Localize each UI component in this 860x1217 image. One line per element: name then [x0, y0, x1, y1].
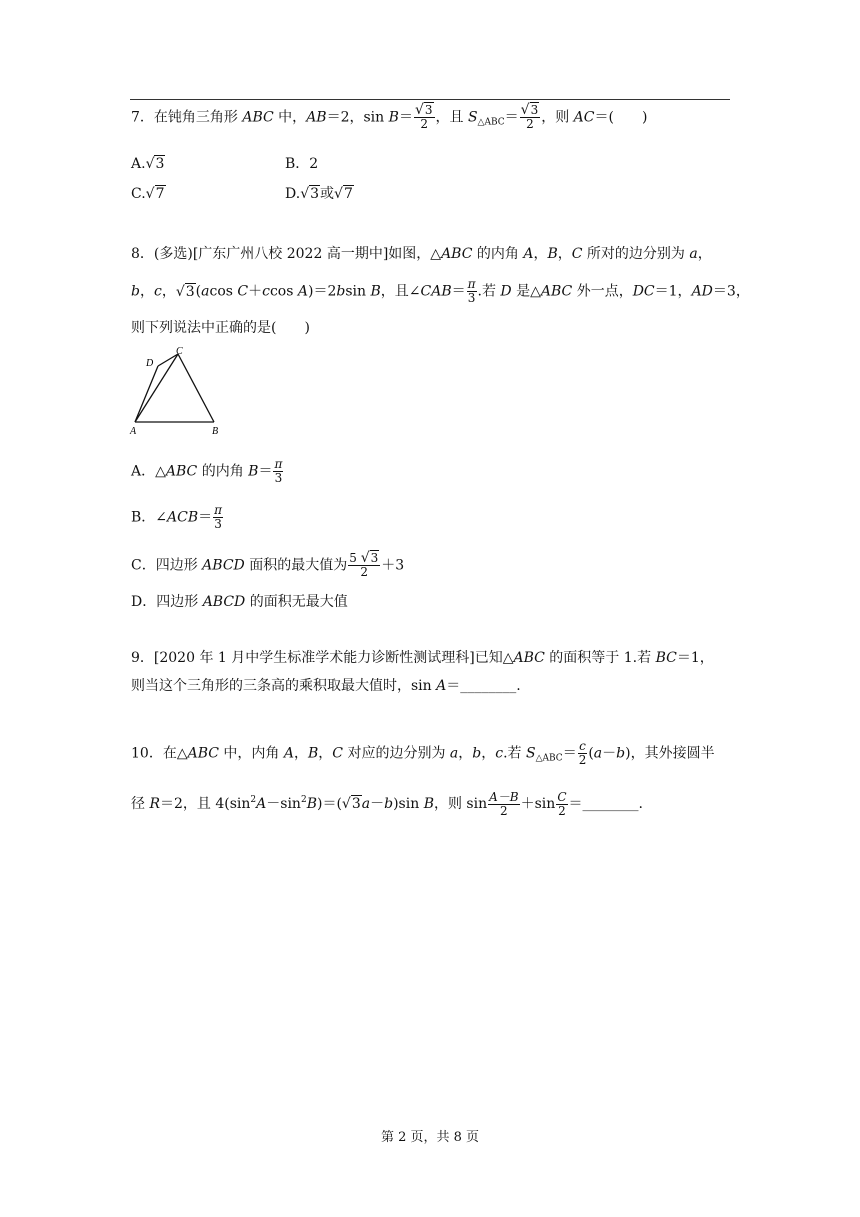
q7-option-a: A.√3 [131, 156, 165, 172]
current-page: 2 [398, 1130, 407, 1145]
q7-option-c: C.√7 [131, 186, 165, 202]
fraction: $\frac{\pi}{3}$ [214, 503, 223, 531]
label-d: D [146, 358, 154, 369]
fraction: $\frac{A-B}{2}$ [489, 789, 519, 818]
q7-stem: 7．在钝角三角形 ABC 中，AB＝2，sin B＝ $\frac{√3}{2}$ ，且 $S_{\triangle ABC}=$ $\frac{√3}{2}$ ，则 AC＝( ) [131, 102, 648, 131]
q8-option-d: D．四边形 ABCD 的面积无最大值 [131, 594, 348, 610]
q8-figure [128, 344, 228, 439]
fraction: $\frac{\pi}{3}$ [467, 277, 476, 305]
edge-ac [135, 354, 178, 422]
label-a: A [130, 426, 137, 437]
fraction: $\frac{√3}{2}$ [414, 102, 433, 131]
q10-stem-line2: 径 R＝2，且 $4(\sin^2A-\sin^2B)=(√3a-b)\sin$ B，则 sin $\frac{A-B}{2}$ ＋sin $\frac{C}{2}$ ＝________. [131, 789, 643, 818]
q8-option-b: B．∠ACB＝ $\frac{\pi}{3}$ [131, 503, 223, 531]
q8-stem-line2: b，c，√3(acos C＋ccos A)＝2bsin B，且∠CAB＝ $\frac{\pi}{3}$ .若 D 是△ABC 外一点，DC＝1，AD＝3， [131, 277, 750, 305]
q8-option-c: C．四边形 ABCD 面积的最大值为 $\frac{5 √3}{2}$ ＋3 [131, 550, 405, 579]
q8-stem-line3: 则下列说法中正确的是( ) [131, 320, 310, 336]
q9-stem-line1: 9．[2020 年 1 月中学生标准学术能力诊断性测试理科]已知△ABC 的面积等于 1.若 BC＝1， [131, 650, 714, 666]
q10-stem-line1: 10．在△ABC 中，内角 A，B，C 对应的边分别为 a，b，c.若 $S_{\triangle ABC}=$ $\frac{c}{2}$ (a－b)，其外接圆半 [131, 739, 715, 767]
header-rule [130, 99, 730, 100]
fraction: $\frac{c}{2}$ [578, 739, 587, 767]
fraction: $\frac{\pi}{3}$ [274, 457, 283, 485]
q7-option-d: D.√3或√7 [285, 186, 353, 202]
q8-option-a: A．△ABC 的内角 B＝ $\frac{\pi}{3}$ [131, 457, 283, 485]
edge-ad [135, 366, 158, 422]
label-c: C [176, 346, 183, 357]
edge-dc [158, 354, 178, 366]
label-b: B [212, 426, 219, 437]
q9-stem-line2: 则当这个三角形的三条高的乘积取最大值时，sin A＝________. [131, 678, 521, 694]
q7-option-b: B．2 [285, 156, 319, 172]
fraction: $\frac{√3}{2}$ [520, 102, 539, 131]
edge-bc [178, 354, 214, 422]
fraction: $\frac{5 √3}{2}$ [349, 550, 379, 579]
total-pages: 8 [453, 1130, 462, 1145]
fraction: $\frac{C}{2}$ [557, 789, 567, 818]
page-footer: 第 2 页，共 8 页 [380, 1130, 480, 1145]
q8-stem-line1: 8．(多选)[广东广州八校 2022 高一期中]如图，△ABC 的内角 A，B，C 所对的边分别为 a， [131, 246, 712, 262]
